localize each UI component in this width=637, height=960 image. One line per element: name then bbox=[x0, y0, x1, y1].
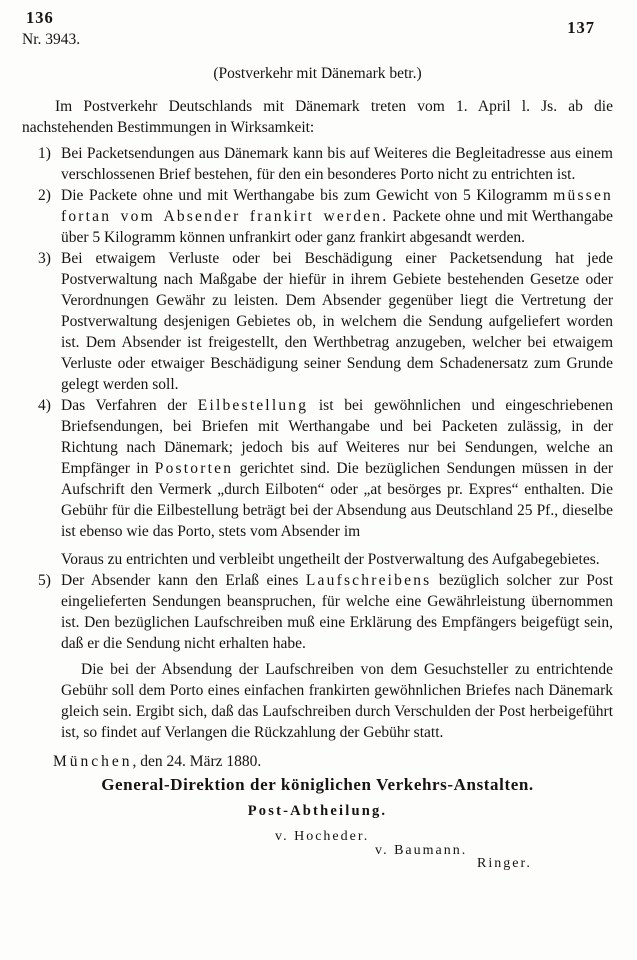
regulation-item bbox=[22, 143, 613, 185]
page-number-right: 137 bbox=[567, 18, 595, 37]
regulation-item bbox=[22, 395, 613, 570]
signature: v. Hocheder. bbox=[275, 829, 370, 844]
item-number: 5) bbox=[38, 572, 51, 589]
text-run: gerichtet sind. Die bezüglichen Sendungen müssen in der Aufschrift den Vermerk „durch Eilboten“ oder „at besörges pr. Expres“ enthalten. Die Gebühr für die Eilbestellung beträgt bei der Absendung aus Deutschland 25 Pf., dieselbe ist ebenso wie das Porto, stets vom Absender im bbox=[61, 460, 613, 540]
text-run: Der Absender kann den Erlaß eines bbox=[61, 572, 306, 589]
text-run: Bei Packetsendungen aus Dänemark kann bis auf Weiteres die Begleitadresse aus einem verschlossenen Brief bestehen, für den ein besonderes Porto nicht zu entrichten ist. bbox=[61, 145, 613, 183]
letterspaced-text: Eilbestellung bbox=[197, 397, 309, 414]
page-number-left: 136 bbox=[26, 8, 54, 27]
item-number: 2) bbox=[38, 187, 51, 204]
dateline bbox=[22, 751, 613, 772]
letterspaced-text: Laufschreibens bbox=[305, 572, 432, 589]
text-run: Bei etwaigem Verluste oder bei Beschädigung einer Packetsendung hat jede Postverwaltung nach Maßgabe der hiefür in ihrem Gebiete bestehenden Gesetze oder Verordnungen Gewähr zu leisten. Dem Absender gegenüber liegt die Vertretung der Postverwaltung desjenigen Gebietes ob, in welchem die Sendung aufgeliefert worden ist. Dem Absender ist freigestellt, den Werthbetrag anzugeben, welcher bei etwaigem Verluste oder etwaiger Beschädigung seiner Sendung dem Schadenersatz zum Grunde gelegt werden soll. bbox=[61, 250, 613, 393]
intro-paragraph: Im Postverkehr Deutschlands mit Dänemark treten vom 1. April l. Js. ab die nachstehenden Bestimmungen in Wirksamkeit: bbox=[22, 98, 613, 136]
item-paragraph bbox=[61, 659, 613, 743]
text-run: Voraus zu entrichten und verbleibt ungetheilt der Postverwaltung des Aufgabegebietes. bbox=[61, 551, 600, 568]
text-run: Das Verfahren der bbox=[61, 397, 198, 414]
item-number: 4) bbox=[38, 397, 51, 414]
signature-block bbox=[22, 830, 613, 871]
regulation-item bbox=[22, 185, 613, 248]
letterspaced-text: müssen fortan vom Absender frankirt werden. bbox=[61, 187, 613, 225]
regulation-item bbox=[22, 570, 613, 743]
text-run: ist bei gewöhnlichen und eingeschriebenen Briefsendungen, bei Briefen mit Werthangabe und bei Packeten zulässig, in der Richtung nach Dänemark; jedoch bis auf Weiteres nur bei Sendungen, welche an Empfänger in bbox=[61, 397, 613, 477]
department-line: Post-Abtheilung. bbox=[247, 803, 388, 819]
page-header bbox=[22, 8, 613, 52]
doc-number: Nr. 3943. bbox=[22, 31, 81, 48]
item-number: 1) bbox=[38, 145, 51, 162]
letterspaced-text: Postorten bbox=[154, 460, 234, 477]
text-run: bezüglich solcher zur Post eingelieferten Sendungen beanspruchen, für welche eine Gewährleistung übernommen ist. Den bezüglichen Laufschreiben muß eine Erklärung des Empfängers beigefügt sein, daß er die Sendung nicht erhalten habe. bbox=[61, 572, 614, 652]
item-body bbox=[61, 570, 613, 743]
regulation-list bbox=[22, 143, 613, 743]
text-run: Die bei der Absendung der Laufschreiben von dem Gesuchsteller zu entrichtende Gebühr soll dem Porto eines einfachen frankirten gewöhnlichen Briefes nach Dänemark gleich sein. Ergibt sich, daß das Laufschreiben durch Verschulden der Post herbeigeführt ist, so findet auf Verlangen die Rückzahlung der Gebühr statt. bbox=[61, 661, 613, 741]
authority-line: General-Direktion der königlichen Verkehrs-Anstalten. bbox=[101, 775, 534, 794]
item-paragraph bbox=[61, 395, 613, 542]
regulation-item bbox=[22, 248, 613, 395]
subject-line: (Postverkehr mit Dänemark betr.) bbox=[213, 65, 422, 82]
signature: Ringer. bbox=[477, 856, 532, 871]
item-body bbox=[61, 248, 613, 395]
item-body bbox=[61, 143, 613, 185]
signature: v. Baumann. bbox=[375, 842, 468, 858]
item-paragraph bbox=[61, 248, 613, 395]
item-paragraph bbox=[61, 549, 613, 570]
item-paragraph bbox=[61, 185, 613, 248]
text-run: , den 24. März 1880. bbox=[132, 753, 262, 770]
letterspaced-text: München bbox=[53, 753, 133, 770]
item-body bbox=[61, 395, 613, 570]
text-run: Packete ohne und mit Werthangabe über 5 Kilogramm können unfrankirt oder ganz frankirt abgesandt werden. bbox=[61, 208, 614, 246]
item-body bbox=[61, 185, 613, 248]
text-run: Die Packete ohne und mit Werthangabe bis zum Gewicht von 5 Kilogramm bbox=[61, 187, 554, 204]
item-paragraph bbox=[61, 143, 613, 185]
item-number: 3) bbox=[38, 250, 51, 267]
item-paragraph bbox=[61, 570, 613, 654]
